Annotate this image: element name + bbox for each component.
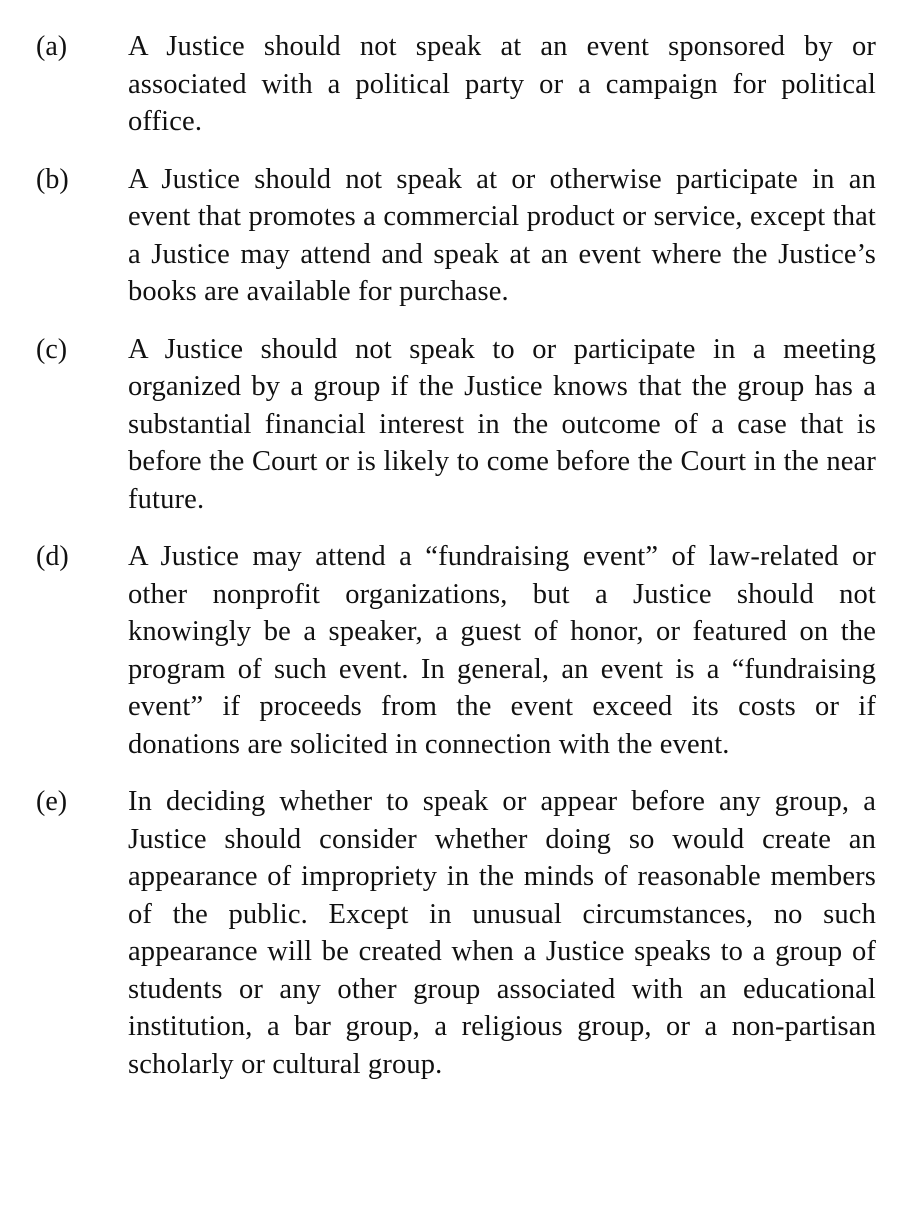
clause-label: (a) [36, 31, 68, 62]
clause-text: A Justice should not speak at or otherwise participate in an event that promotes a commercial product or service, except that a Justice may attend and speak at an event where the Justice’s books are available for purchase. [128, 163, 876, 307]
clause-e [0, 783, 916, 1083]
clause-d [0, 538, 916, 763]
clause-a [0, 28, 916, 141]
clause-text: A Justice should not speak at an event sponsored by or associated with a political party or a campaign for political office. [128, 31, 876, 137]
document-body [0, 28, 916, 1083]
clause-label: (c) [36, 333, 68, 365]
clause-label: (b) [36, 163, 69, 195]
clause-b [0, 161, 916, 311]
clause-label: (e) [36, 786, 68, 817]
clause-text: In deciding whether to speak or appear before any group, a Justice should consider whether doing so would create an appearance of impropriety in the minds of reasonable members of the public. Except in unusual circumstances, no such appearance will be created when a Justice speaks to a group of students or any other group associated with an educational institution, a bar group, a religious group, or a non-partisan scholarly or cultural group. [128, 786, 876, 1080]
clause-text: A Justice may attend a “fundraising event” of law-related or other nonprofit organizations, but a Justice should not knowingly be a speaker, a guest of honor, or featured on the program of such event. In general, an event is a “fundraising event” if proceeds from the event exceed its costs or if donations are solicited in connection with the event. [128, 541, 876, 760]
clause-text: A Justice should not speak to or participate in a meeting organized by a group if the Justice knows that the group has a substantial financial interest in the outcome of a case that is before the Court or is likely to come before the Court in the near future. [128, 333, 876, 515]
clause-label: (d) [36, 541, 69, 572]
clause-c [0, 331, 916, 519]
